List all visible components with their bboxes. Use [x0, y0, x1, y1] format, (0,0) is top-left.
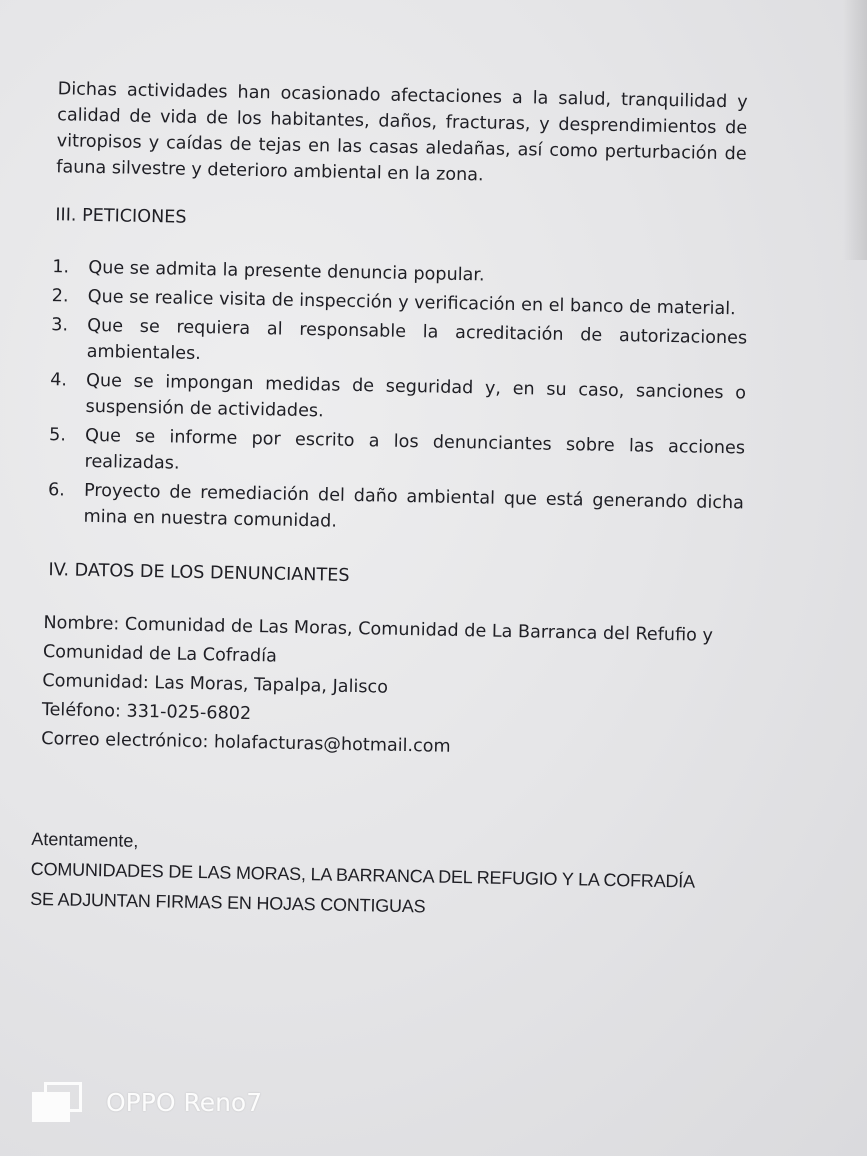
list-item-number: 5. [48, 425, 67, 446]
peticiones-list [37, 254, 754, 543]
closing-signatories: COMUNIDADES DE LAS MORAS, LA BARRANCA DEL REFUGIO Y LA COFRADÍA [30, 858, 696, 892]
list-item-text: Que se impongan medidas de seguridad y, en su caso, sanciones o suspensión de actividades. [85, 370, 747, 422]
list-item-number: 4. [49, 370, 68, 391]
closing-note: SE ADJUNTAN FIRMAS EN HOJAS CONTIGUAS [30, 888, 426, 917]
intro-paragraph: Dichas actividades han ocasionado afectaciones a la salud, tranquilidad y calidad de vida de los habitantes, daños, fracturas, y desprendimientos de vitropisos y caídas de tejas en las casas aledañas, así como perturbación de fauna silvestre y deterioro ambiental en la zona. [56, 79, 748, 186]
list-item-text: Que se requiera al responsable la acreditación de autorizaciones ambientales. [86, 315, 748, 365]
closing-block [30, 824, 744, 928]
list-item-number: 2. [51, 286, 69, 307]
list-item-text: Que se admita la presente denuncia popular. [88, 257, 485, 286]
list-item [40, 312, 747, 378]
document-body [30, 76, 758, 928]
list-item-number: 6. [47, 480, 66, 501]
watermark-text: OPPO Reno7 [106, 1087, 263, 1117]
list-item-text: Que se informe por escrito a los denunciantes sobre las acciones realizadas. [84, 425, 746, 474]
camera-watermark [32, 1082, 262, 1122]
list-item-text: Proyecto de remediación del daño ambiental que está generando dicha mina en nuestra comunidad. [83, 480, 745, 532]
comunidad-field: Comunidad: Las Moras, Tapalpa, Jalisco [42, 671, 389, 698]
list-item [38, 422, 745, 488]
list-item-number: 1. [52, 257, 70, 278]
list-item [37, 477, 744, 543]
closing-greeting: Atentamente, [31, 828, 139, 851]
telefono-field: Teléfono: 331-025-6802 [41, 700, 252, 725]
oppo-camera-logo-icon [32, 1082, 82, 1122]
list-item [39, 367, 746, 433]
correo-field: Correo electrónico: holafacturas@hotmail.com [41, 729, 451, 757]
denunciantes-data [41, 609, 748, 767]
section-title-denunciantes: IV. DATOS DE LOS DENUNCIANTES [48, 560, 350, 586]
list-item-number: 3. [51, 315, 69, 336]
list-item-text: Que se realice visita de inspección y verificación en el banco de material. [87, 286, 736, 320]
section-title-peticiones: III. PETICIONES [55, 205, 187, 228]
nombre-field: Nombre: Comunidad de Las Moras, Comunidad de La Barranca del Refufio y Comunidad de La Cofradía [42, 613, 714, 667]
